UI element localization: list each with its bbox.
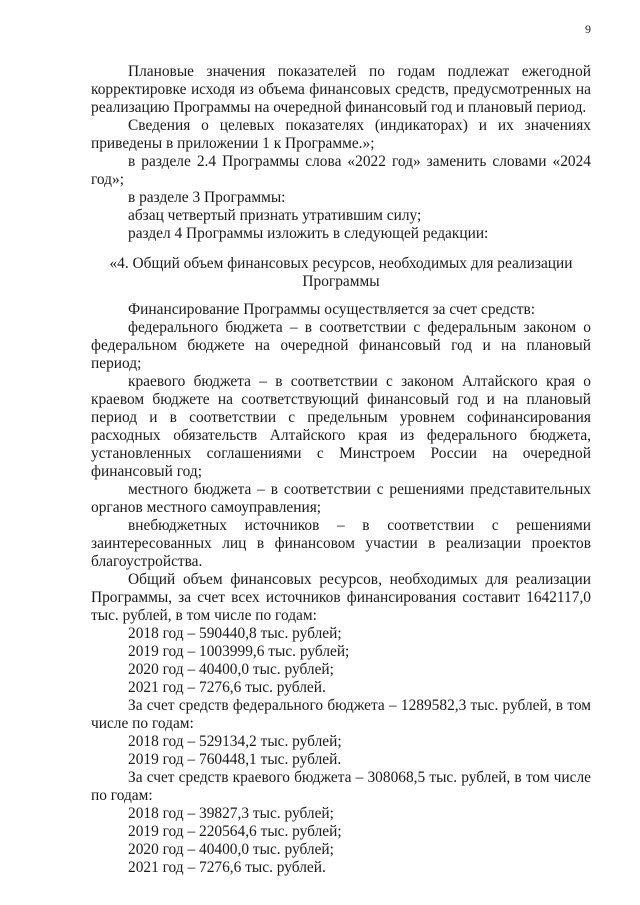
paragraph: федерального бюджета – в соответствии с федеральным законом о федеральном бюджете на очередной финансовый год и на плановый период; — [91, 319, 591, 372]
paragraph: местного бюджета – в соответствии с решениями представительных органов местного самоуправления; — [91, 481, 591, 516]
list-item: 2018 год – 39827,3 тыс. рублей; — [128, 805, 334, 822]
paragraph: Финансирование Программы осуществляется за счет средств: — [128, 301, 536, 318]
list-item: 2020 год – 40400,0 тыс. рублей; — [128, 661, 334, 678]
list-item: 2021 год – 7276,6 тыс. рублей. — [128, 679, 326, 696]
regional-funding-paragraph: За счет средств краевого бюджета – 308068,5 тыс. рублей, в том числе по годам: — [91, 769, 591, 804]
paragraph: абзац четвертый признать утратившим силу; — [128, 207, 422, 224]
document-body — [91, 63, 591, 877]
paragraph: в разделе 3 Программы: — [128, 189, 286, 206]
list-item: 2019 год – 1003999,6 тыс. рублей; — [128, 643, 350, 660]
paragraph: в разделе 2.4 Программы слова «2022 год» заменить словами «2024 год»; — [91, 153, 591, 188]
section-heading: «4. Общий объем финансовых ресурсов, необходимых для реализации Программы — [109, 255, 573, 290]
list-item: 2018 год – 529134,2 тыс. рублей; — [128, 733, 342, 750]
federal-funding-paragraph: За счет средств федерального бюджета – 1289582,3 тыс. рублей, в том числе по годам: — [91, 697, 591, 732]
page-number: 9 — [585, 22, 591, 36]
total-funding-paragraph: Общий объем финансовых ресурсов, необходимых для реализации Программы, за счет всех источников финансирования составит 1642117,0 тыс. рублей, в том числе по годам: — [91, 571, 591, 624]
paragraph: Плановые значения показателей по годам подлежат ежегодной корректировке исходя из объема финансовых средств, предусмотренных на реализацию Программы на очередной финансовый год и плановый период. — [91, 63, 591, 116]
list-item: 2019 год – 220564,6 тыс. рублей; — [128, 823, 342, 840]
list-item: 2020 год – 40400,0 тыс. рублей; — [128, 841, 334, 858]
paragraph: краевого бюджета – в соответствии с законом Алтайского края о краевом бюджете на соответствующий финансовый год и на плановый период и в соответствии с предельным уровнем софинансирования расходных обязательств Алтайского края из федерального бюджета, установленных соглашениями с Минстроем России на очередной финансовый год; — [91, 373, 591, 480]
list-item: 2019 год – 760448,1 тыс. рублей. — [128, 751, 342, 768]
paragraph: раздел 4 Программы изложить в следующей редакции: — [128, 225, 489, 242]
paragraph: Сведения о целевых показателях (индикаторах) и их значениях приведены в приложении 1 к Программе.»; — [91, 117, 591, 152]
list-item: 2021 год – 7276,6 тыс. рублей. — [128, 859, 326, 876]
paragraph: внебюджетных источников – в соответствии с решениями заинтересованных лиц в финансовом участии в реализации проектов благоустройства. — [91, 517, 591, 570]
list-item: 2018 год – 590440,8 тыс. рублей; — [128, 625, 342, 642]
